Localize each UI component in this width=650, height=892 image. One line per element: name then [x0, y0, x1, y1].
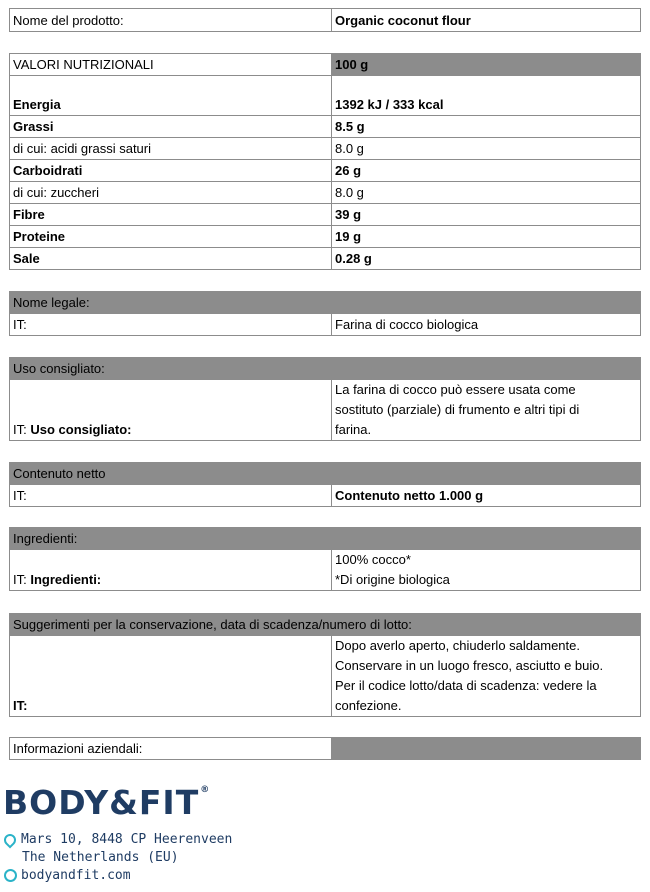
net-content-header: Contenuto netto: [10, 463, 641, 485]
storage-line: Per il codice lotto/data di scadenza: vedere la: [335, 678, 597, 693]
usage-label: Uso consigliato:: [30, 422, 132, 437]
ingredients-header: Ingredienti:: [10, 528, 641, 550]
nutrient-value: 8.0 g: [332, 138, 641, 160]
website-line: [4, 868, 131, 883]
ingredients-text: [332, 550, 641, 591]
nutrient-value: 39 g: [332, 204, 641, 226]
net-content-table: [9, 462, 641, 507]
storage-lang: IT:: [10, 636, 332, 717]
company-value: [332, 738, 641, 760]
usage-line: sostituto (parziale) di frumento e altri tipi di: [335, 402, 580, 417]
registered-mark: ®: [200, 785, 211, 795]
nutrient-name: Proteine: [10, 226, 332, 248]
nutrient-name: Fibre: [10, 204, 332, 226]
nutrient-name: di cui: zuccheri: [10, 182, 332, 204]
ingredients-label: Ingredienti:: [30, 572, 102, 587]
address-text-2: The Netherlands (EU): [22, 850, 179, 865]
company-label: Informazioni aziendali:: [10, 738, 332, 760]
storage-header: Suggerimenti per la conservazione, data di scadenza/numero di lotto:: [10, 614, 641, 636]
usage-line: La farina di cocco può essere usata come: [335, 382, 576, 397]
legal-name-lang: IT:: [10, 314, 332, 336]
brand-name: BODY&FIT: [3, 783, 200, 822]
nutrient-name: Sale: [10, 248, 332, 270]
storage-line: Dopo averlo aperto, chiuderlo saldamente.: [335, 638, 580, 653]
nutrition-header-unit: 100 g: [332, 54, 641, 76]
address-text-1: Mars 10, 8448 CP Heerenveen: [21, 832, 233, 847]
location-pin-icon: [2, 831, 19, 848]
globe-icon: [4, 869, 17, 882]
nutrient-value: 8.0 g: [332, 182, 641, 204]
nutrient-value: 8.5 g: [332, 116, 641, 138]
company-table: [9, 737, 641, 760]
usage-text: [332, 380, 641, 441]
product-label: Nome del prodotto:: [10, 9, 332, 32]
nutrient-name: Grassi: [10, 116, 332, 138]
nutrient-value: 0.28 g: [332, 248, 641, 270]
legal-name-header: Nome legale:: [10, 292, 641, 314]
nutrition-header-label: VALORI NUTRIZIONALI: [10, 54, 332, 76]
nutrient-value: 19 g: [332, 226, 641, 248]
ingredients-lang: IT:: [13, 572, 27, 587]
product-value: Organic coconut flour: [332, 9, 641, 32]
ingredients-line: 100% cocco*: [335, 552, 411, 567]
nutrient-name: Energia: [10, 76, 332, 116]
storage-table: [9, 613, 641, 717]
usage-lang-cell: [10, 380, 332, 441]
address-line-1: [4, 832, 232, 847]
nutrition-table: [9, 53, 641, 270]
ingredients-line: *Di origine biologica: [335, 572, 450, 587]
nutrient-name: Carboidrati: [10, 160, 332, 182]
storage-line: confezione.: [335, 698, 402, 713]
ingredients-lang-cell: [10, 550, 332, 591]
nutrient-value: 26 g: [332, 160, 641, 182]
usage-line: farina.: [335, 422, 372, 437]
storage-text: [332, 636, 641, 717]
ingredients-table: [9, 527, 641, 591]
net-content-lang: IT:: [10, 485, 332, 507]
net-content-value: Contenuto netto 1.000 g: [332, 485, 641, 507]
website-link[interactable]: bodyandfit.com: [21, 868, 131, 883]
brand-logo: [3, 783, 209, 822]
nutrient-name: di cui: acidi grassi saturi: [10, 138, 332, 160]
legal-name-value: Farina di cocco biologica: [332, 314, 641, 336]
storage-line: Conservare in un luogo fresco, asciutto e buio.: [335, 658, 604, 673]
address-line-2: [22, 850, 179, 865]
nutrient-value: 1392 kJ / 333 kcal: [332, 76, 641, 116]
usage-table: [9, 357, 641, 441]
legal-name-table: [9, 291, 641, 336]
usage-header: Uso consigliato:: [10, 358, 641, 380]
usage-lang: IT:: [13, 422, 27, 437]
product-table: [9, 8, 641, 32]
